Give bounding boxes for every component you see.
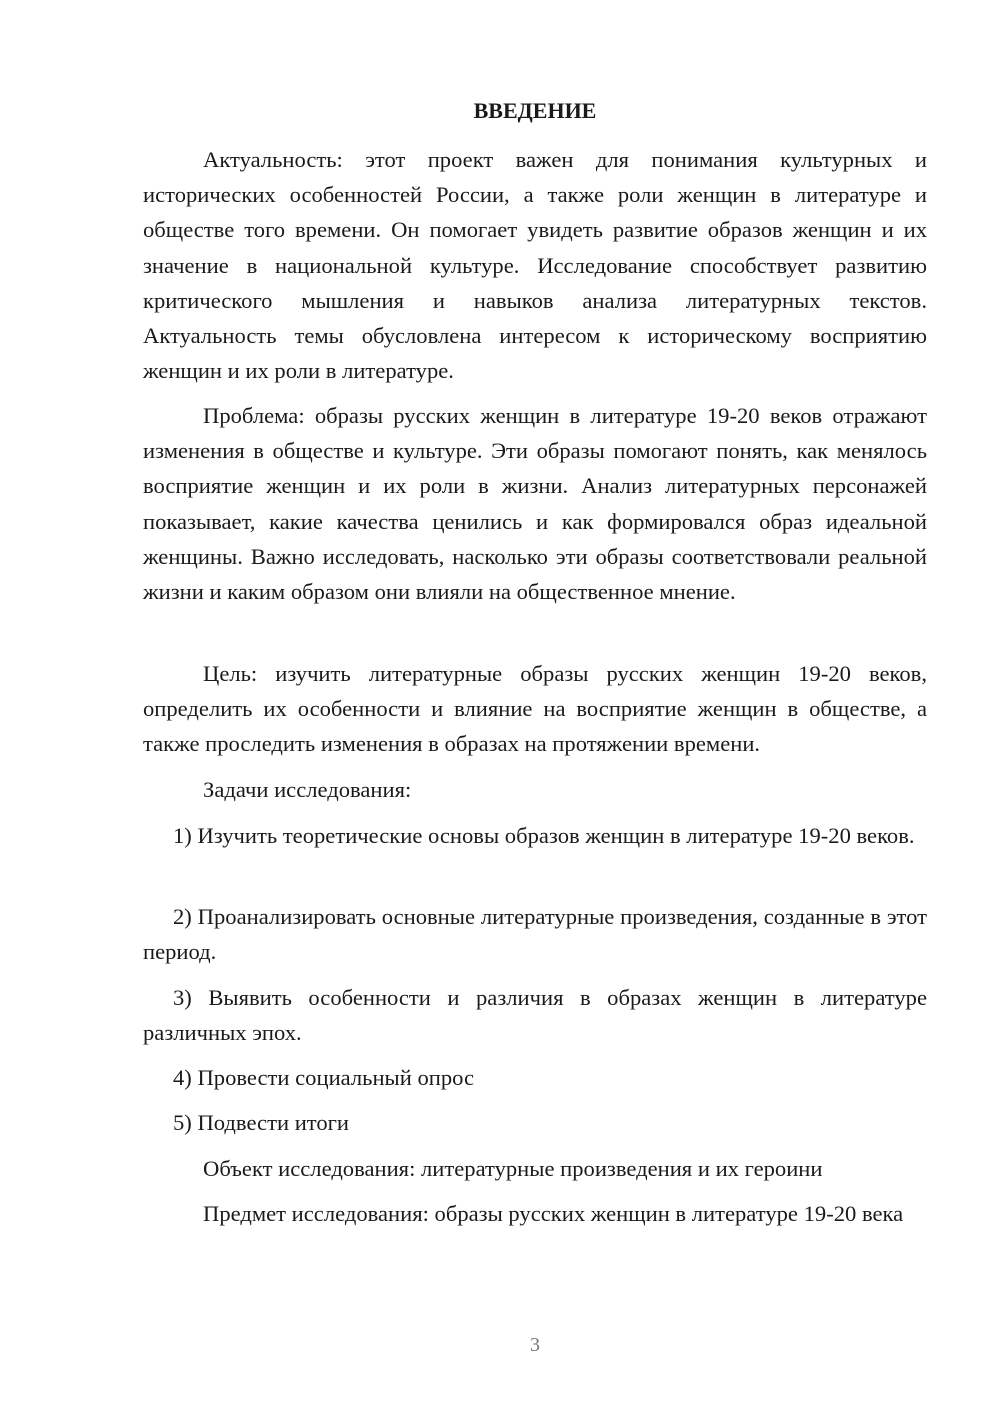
tasks-heading: Задачи исследования: bbox=[203, 777, 412, 802]
subject-paragraph: Предмет исследования: образы русских женщин в литературе 19-20 века bbox=[203, 1201, 904, 1226]
task-item-4: 4) Провести социальный опрос bbox=[173, 1065, 475, 1090]
task-item-3: 3) Выявить особенности и различия в образах женщин в литературе различных эпох. bbox=[143, 985, 927, 1046]
task-item-1: 1) Изучить теоретические основы образов женщин в литературе 19-20 веков. bbox=[173, 823, 915, 848]
object-paragraph: Объект исследования: литературные произведения и их героини bbox=[203, 1156, 823, 1181]
relevance-paragraph: Актуальность: этот проект важен для понимания культурных и исторических особенностей России, а также роли женщин в литературе и обществе того времени. Он помогает увидеть развитие образов женщин и их значение в национальной культуре. Исследование способствует развитию критического мышления и навыков анализа литературных текстов. Актуальность темы обусловлена интересом к историческому восприятию женщин и их роли в литературе. bbox=[143, 147, 927, 384]
task-item-2: 2) Проанализировать основные литературные произведения, созданные в этот период. bbox=[143, 904, 927, 965]
problem-paragraph: Проблема: образы русских женщин в литературе 19-20 веков отражают изменения в обществе и культуре. Эти образы помогают понять, как менялось восприятие женщин и их роли в жизни. Анализ литературных персонажей показывает, какие качества ценились и как формировался образ идеальной женщины. Важно исследовать, насколько эти образы соответствовали реальной жизни и каким образом они влияли на общественное мнение. bbox=[143, 403, 927, 605]
goal-paragraph: Цель: изучить литературные образы русских женщин 19-20 веков, определить их особенности и влияние на восприятие женщин в обществе, а также проследить изменения в образах на протяжении времени. bbox=[143, 661, 927, 757]
page-title: ВВЕДЕНИЕ bbox=[473, 98, 597, 123]
task-item-5: 5) Подвести итоги bbox=[173, 1110, 350, 1135]
page-number: 3 bbox=[530, 1334, 540, 1356]
